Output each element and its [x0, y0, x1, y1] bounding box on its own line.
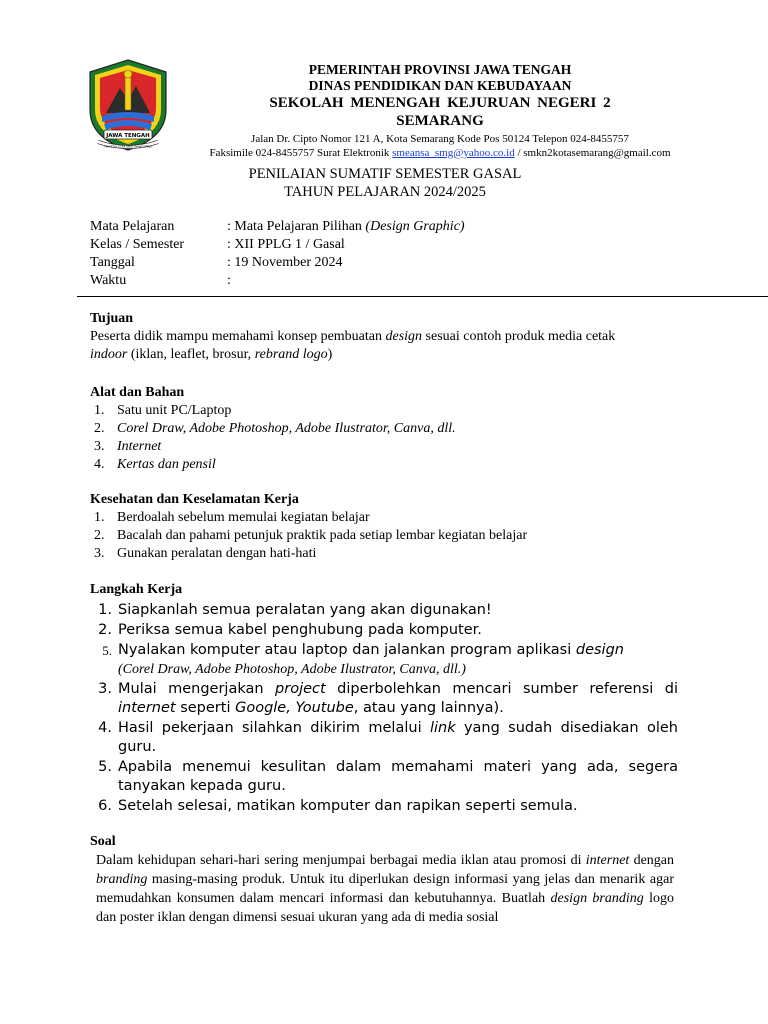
- identity-value: : Mata Pelajaran Pilihan (Design Graphic): [227, 219, 465, 234]
- list-item: 3. Gunakan peralatan dengan hati-hati: [94, 546, 317, 561]
- list-item: 3. Mulai mengerjakan project diperbolehkan mencari sumber referensi di internet seperti Google, Youtube, atau yang lainnya).: [98, 681, 678, 716]
- tujuan-text: Peserta didik mampu memahami konsep pembuatan design sesuai contoh produk media cetak indoor (iklan, leaflet, brosur, rebrand logo): [90, 329, 616, 362]
- list-item: 4. Kertas dan pensil: [94, 457, 216, 472]
- langkah-list: [90, 601, 678, 816]
- identity-value: : 19 November 2024: [227, 255, 343, 270]
- identity-key: Waktu: [90, 273, 127, 288]
- letterhead-line3: SEKOLAH MENENGAH KEJURUAN NEGERI 2: [269, 95, 611, 111]
- section-tujuan: [90, 310, 680, 364]
- alat-list: [90, 402, 680, 474]
- letterhead-line1: PEMERINTAH PROVINSI JAWA TENGAH: [308, 62, 572, 77]
- section-k3: [90, 491, 680, 563]
- section-langkah-kerja: [90, 581, 678, 817]
- list-item: 5. Nyalakan komputer atau laptop dan jalankan program aplikasi design (Corel Draw, Adobe Photoshop, Adobe Ilustrator, Canva, dll.): [102, 642, 624, 677]
- identity-value: : XII PPLG 1 / Gasal: [227, 237, 345, 252]
- section-heading: Tujuan: [90, 311, 134, 326]
- title-line2: TAHUN PELAJARAN 2024/2025: [284, 184, 486, 200]
- section-heading: Soal: [90, 834, 116, 849]
- list-item: 1. Berdoalah sebelum memulai kegiatan belajar: [94, 510, 370, 525]
- section-heading: Langkah Kerja: [90, 582, 183, 597]
- section-heading: Kesehatan dan Keselamatan Kerja: [90, 492, 299, 507]
- section-alat-bahan: [90, 384, 680, 474]
- list-item: 3. Internet: [94, 439, 162, 454]
- list-item: 4. Hasil pekerjaan silahkan dikirim melalui link yang sudah disediakan oleh guru.: [98, 720, 678, 755]
- fax-text: Faksimile 024-8455757 Surat Elektronik: [209, 147, 393, 159]
- soal-text: Dalam kehidupan sehari-hari sering menjumpai berbagai media iklan atau promosi di internet dengan branding masing-masing produk. Untuk itu diperlukan design informasi yang jelas dan menarik agar memudahkan konsumen dalam mencari informasi dan kebutuhannya. Buatlah design branding logo dan poster iklan dengan dimensi sesuai ukuran yang ada di media sosial: [96, 853, 675, 925]
- k3-list: [90, 509, 680, 563]
- section-soal: [90, 832, 674, 927]
- identity-key: Kelas / Semester: [90, 237, 185, 252]
- address-line: Jalan Dr. Cipto Nomor 121 A, Kota Semarang Kode Pos 50124 Telepon 024-8455757: [251, 133, 629, 145]
- logo-motto: PRASETYA ULAH SAKTI BHAKTI PRAJA: [104, 145, 152, 149]
- identity-value: :: [227, 273, 231, 288]
- identity-row-waktu: [90, 272, 465, 290]
- list-item: 2. Corel Draw, Adobe Photoshop, Adobe Ilustrator, Canva, dll.: [94, 421, 456, 436]
- identity-key: Mata Pelajaran: [90, 219, 175, 234]
- identity-row-mapel: [90, 218, 465, 236]
- divider-line: [77, 296, 768, 297]
- section-heading: Alat dan Bahan: [90, 385, 185, 400]
- list-item: 1. Siapkanlah semua peralatan yang akan digunakan!: [98, 602, 492, 618]
- letterhead-line4: SEMARANG: [396, 113, 484, 129]
- list-item: 2. Periksa semua kabel penghubung pada komputer.: [98, 622, 482, 638]
- logo-label: JAWA TENGAH: [106, 133, 150, 139]
- letterhead: [190, 62, 690, 160]
- identity-row-kelas: [90, 236, 465, 254]
- title-line1: PENILAIAN SUMATIF SEMESTER GASAL: [248, 166, 522, 182]
- identity-block: [90, 218, 465, 290]
- list-item: 6. Setelah selesai, matikan komputer dan rapikan seperti semula.: [98, 798, 578, 814]
- provincial-emblem-logo: [86, 58, 170, 152]
- letterhead-line2: DINAS PENDIDIKAN DAN KEBUDAYAAN: [308, 78, 572, 93]
- email-suffix: / smkn2kotasemarang@gmail.com: [514, 147, 671, 159]
- identity-key: Tanggal: [90, 255, 135, 270]
- list-item: 2. Bacalah dan pahami petunjuk praktik pada setiap lembar kegiatan belajar: [94, 528, 528, 543]
- email-link[interactable]: smeansa_smg@yahoo.co.id: [392, 147, 515, 159]
- list-item: 1. Satu unit PC/Laptop: [94, 403, 232, 418]
- identity-row-tanggal: [90, 254, 465, 272]
- contact-line: [190, 146, 690, 160]
- document-title: [190, 165, 580, 201]
- list-item: 5. Apabila menemui kesulitan dalam memahami materi yang ada, segera tanyakan kepada guru.: [98, 759, 678, 794]
